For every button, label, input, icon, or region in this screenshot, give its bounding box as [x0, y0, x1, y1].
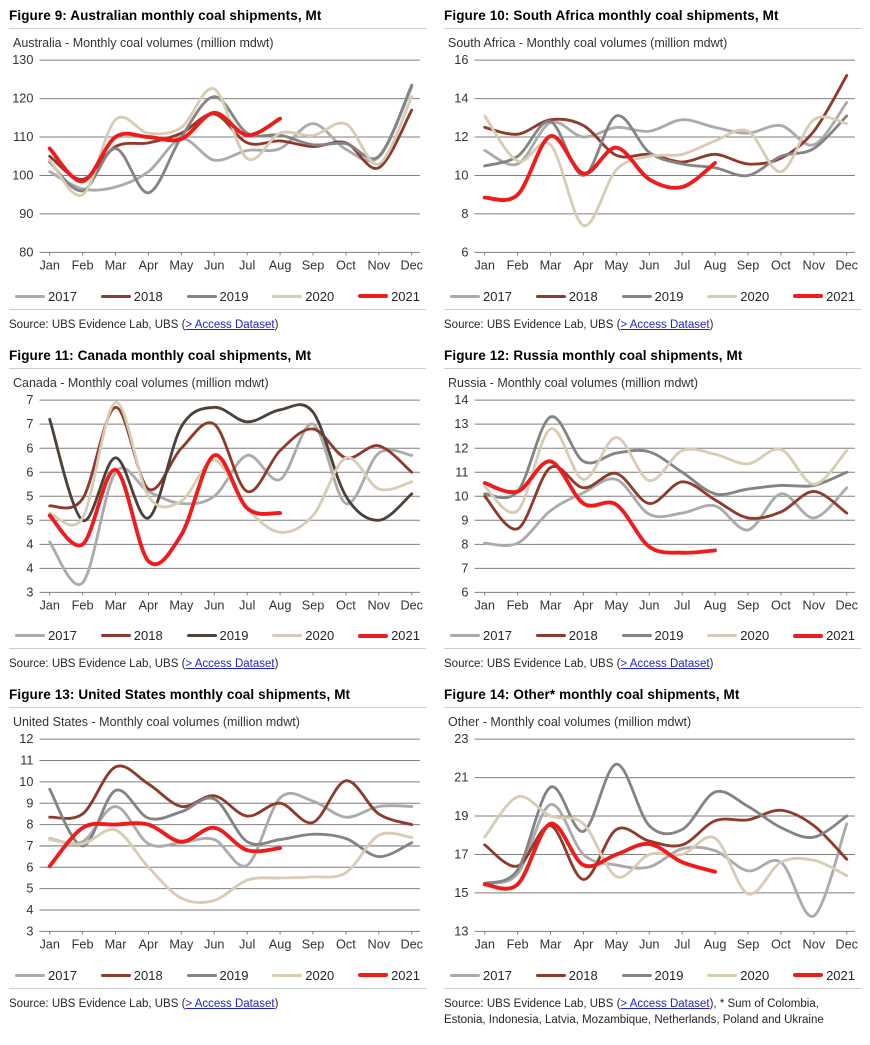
x-tick-label: May	[169, 936, 194, 952]
x-tick-label: Jan	[39, 597, 60, 613]
x-tick-label: Oct	[771, 936, 791, 952]
x-tick-label: Apr	[573, 597, 594, 613]
x-tick-label: Sep	[301, 597, 325, 613]
legend-item-2017	[450, 289, 512, 304]
legend-line-swatch-2019	[622, 634, 652, 637]
x-tick-label: Jan	[39, 257, 60, 273]
chart-legend	[444, 628, 861, 648]
chart-subtitle: Canada - Monthly coal volumes (million mdwt)	[13, 375, 269, 390]
chart-canvas	[444, 391, 861, 629]
legend-line-swatch-2020	[272, 974, 302, 977]
figure-title: Figure 11: Canada monthly coal shipments, Mt	[9, 347, 312, 363]
access-dataset-link[interactable]: > Access Dataset	[185, 318, 275, 331]
x-tick-label: Jun	[204, 257, 225, 273]
legend-line-swatch-2019	[187, 295, 217, 298]
y-tick-label: 17	[454, 846, 469, 862]
legend-label: 2021	[391, 628, 420, 644]
legend-item-2018	[101, 628, 163, 643]
figure-title: Figure 14: Other* monthly coal shipments, Mt	[444, 687, 740, 702]
x-tick-label: Mar	[539, 257, 562, 273]
legend-line-swatch-2020	[272, 295, 302, 298]
access-dataset-link[interactable]: > Access Dataset	[620, 997, 710, 1010]
title-divider	[9, 707, 426, 708]
x-tick-label: May	[604, 257, 629, 273]
y-tick-label: 7	[26, 838, 34, 854]
source-line	[9, 653, 426, 675]
chart-legend	[9, 289, 426, 309]
legend-item-2021	[358, 968, 420, 983]
x-tick-label: Feb	[71, 936, 94, 952]
y-tick-label: 8	[461, 205, 469, 221]
x-tick-label: Feb	[71, 597, 94, 613]
x-tick-label: Jul	[674, 597, 691, 613]
y-tick-label: 14	[454, 391, 469, 407]
chart-subtitle: Russia - Monthly coal volumes (million mdwt)	[448, 375, 699, 390]
y-tick-label: 8	[461, 535, 469, 551]
source-suffix: )	[709, 318, 714, 331]
chart-subtitle: United States - Monthly coal volumes (million mdwt)	[13, 715, 300, 729]
legend-item-2018	[536, 628, 598, 643]
source-suffix: )	[274, 997, 279, 1010]
figure-panel	[9, 6, 426, 336]
source-text: Source: UBS Evidence Lab, UBS (	[9, 997, 186, 1010]
source-divider	[444, 988, 861, 989]
legend-label: 2021	[826, 288, 855, 304]
title-divider	[9, 368, 426, 369]
x-tick-label: Mar	[104, 936, 127, 952]
x-tick-label: Nov	[367, 936, 391, 952]
y-tick-label: 120	[12, 90, 34, 106]
y-tick-label: 4	[26, 559, 34, 575]
x-tick-label: Sep	[301, 936, 325, 952]
legend-line-swatch-2017	[450, 974, 480, 977]
y-tick-label: 15	[454, 884, 469, 900]
y-tick-label: 11	[455, 463, 469, 479]
chart-subtitle: Other - Monthly coal volumes (million mdwt)	[448, 715, 692, 729]
source-text: Source: UBS Evidence Lab, UBS (	[444, 658, 621, 671]
y-tick-label: 7	[461, 559, 469, 575]
chart-legend	[9, 628, 426, 648]
legend-label: 2020	[305, 967, 335, 983]
x-tick-label: Mar	[104, 597, 127, 613]
legend-line-swatch-2017	[450, 634, 480, 637]
y-tick-label: 8	[26, 816, 34, 832]
legend-item-2019	[622, 628, 684, 643]
x-tick-label: Jan	[474, 597, 495, 613]
y-tick-label: 12	[454, 439, 469, 455]
source-text: Source: UBS Evidence Lab, UBS (	[9, 318, 186, 331]
legend-line-swatch-2021	[358, 973, 388, 977]
source-suffix: )	[709, 658, 714, 671]
x-tick-label: Jul	[674, 936, 691, 952]
y-tick-label: 5	[26, 511, 34, 527]
figure-panel	[9, 346, 426, 676]
legend-item-2017	[450, 628, 512, 643]
legend-item-2020	[272, 968, 334, 983]
legend-label: 2017	[483, 288, 512, 304]
legend-label: 2021	[391, 288, 420, 304]
legend-item-2018	[101, 968, 163, 983]
legend-item-2021	[358, 289, 420, 304]
x-tick-label: Feb	[506, 597, 529, 613]
x-tick-label: Jan	[39, 936, 60, 952]
x-tick-label: Jul	[239, 257, 256, 273]
series-line-2017	[485, 804, 847, 916]
y-tick-label: 6	[26, 439, 34, 455]
y-tick-label: 13	[454, 923, 469, 939]
source-line	[444, 314, 861, 336]
x-tick-label: Aug	[268, 597, 292, 613]
figure-grid	[9, 6, 861, 1030]
y-tick-label: 90	[19, 205, 34, 221]
legend-item-2021	[793, 289, 855, 304]
x-tick-label: Apr	[138, 936, 159, 952]
legend-label: 2019	[219, 967, 249, 983]
y-tick-label: 16	[454, 52, 469, 68]
x-tick-label: Aug	[703, 597, 727, 613]
x-tick-label: Feb	[506, 936, 529, 952]
access-dataset-link[interactable]: > Access Dataset	[185, 997, 275, 1010]
source-divider	[9, 648, 426, 649]
source-suffix: )	[274, 318, 279, 331]
y-tick-label: 19	[454, 808, 469, 824]
legend-label: 2018	[568, 967, 598, 983]
x-tick-label: Dec	[400, 936, 424, 952]
x-tick-label: Feb	[506, 257, 529, 273]
legend-item-2019	[622, 968, 684, 983]
x-tick-label: May	[169, 597, 194, 613]
x-tick-label: Apr	[573, 257, 594, 273]
figure-title: Figure 9: Australian monthly coal shipments, Mt	[9, 8, 322, 23]
figure-panel	[9, 685, 426, 1030]
legend-label: 2018	[568, 288, 598, 304]
x-tick-label: May	[604, 597, 629, 613]
chart-legend	[9, 968, 426, 988]
legend-line-swatch-2017	[450, 295, 480, 298]
legend-item-2020	[272, 289, 334, 304]
legend-item-2017	[15, 968, 77, 983]
legend-item-2021	[793, 628, 855, 643]
legend-line-swatch-2019	[187, 634, 217, 637]
access-dataset-link[interactable]: > Access Dataset	[620, 658, 710, 671]
x-tick-label: Jun	[639, 936, 660, 952]
x-tick-label: Oct	[771, 597, 791, 613]
source-line	[444, 653, 861, 675]
y-tick-label: 130	[12, 52, 34, 68]
legend-line-swatch-2021	[793, 973, 823, 977]
legend-label: 2017	[48, 288, 77, 304]
x-tick-label: May	[169, 257, 194, 273]
legend-item-2018	[536, 968, 598, 983]
legend-line-swatch-2021	[793, 634, 823, 638]
x-tick-label: Apr	[573, 936, 594, 952]
source-line	[444, 993, 861, 1030]
title-divider	[444, 707, 861, 708]
source-suffix: ), * Sum of Colombia, Estonia, Indonesia, Latvia, Mozambique, Netherlands, Poland and Ukraine	[444, 997, 824, 1026]
title-divider	[444, 28, 861, 29]
x-tick-label: Mar	[539, 597, 562, 613]
legend-line-swatch-2017	[15, 295, 45, 298]
legend-line-swatch-2019	[187, 974, 217, 977]
x-tick-label: Jun	[639, 597, 660, 613]
x-tick-label: Sep	[736, 257, 760, 273]
x-tick-label: Oct	[336, 597, 356, 613]
y-tick-label: 11	[20, 752, 34, 768]
legend-line-swatch-2018	[536, 974, 566, 977]
legend-line-swatch-2020	[707, 974, 737, 977]
legend-line-swatch-2019	[622, 974, 652, 977]
legend-item-2019	[187, 289, 249, 304]
figure-title: Figure 10: South Africa monthly coal shipments, Mt	[444, 8, 779, 23]
x-tick-label: Apr	[138, 597, 159, 613]
access-dataset-link[interactable]: > Access Dataset	[620, 318, 710, 331]
figure-panel	[444, 685, 861, 1030]
y-tick-label: 9	[461, 511, 469, 527]
legend-item-2021	[793, 968, 855, 983]
legend-item-2017	[15, 628, 77, 643]
chart-canvas	[444, 51, 861, 289]
chart-legend	[444, 968, 861, 988]
line-chart	[9, 391, 426, 629]
access-dataset-link[interactable]: > Access Dataset	[185, 658, 275, 671]
legend-item-2020	[707, 289, 769, 304]
y-tick-label: 7	[26, 391, 34, 407]
x-tick-label: Nov	[367, 257, 391, 273]
x-tick-label: Mar	[539, 936, 562, 952]
x-tick-label: Mar	[104, 257, 127, 273]
legend-label: 2018	[133, 967, 163, 983]
legend-item-2019	[622, 289, 684, 304]
legend-item-2017	[450, 968, 512, 983]
legend-item-2018	[536, 289, 598, 304]
x-tick-label: Dec	[400, 257, 424, 273]
x-tick-label: Nov	[367, 597, 391, 613]
source-text: Source: UBS Evidence Lab, UBS (	[9, 658, 186, 671]
legend-item-2019	[187, 968, 249, 983]
x-tick-label: Jul	[239, 936, 256, 952]
legend-line-swatch-2018	[536, 634, 566, 637]
source-divider	[444, 648, 861, 649]
y-tick-label: 100	[12, 167, 34, 183]
x-tick-label: Jun	[639, 257, 660, 273]
legend-line-swatch-2020	[707, 634, 737, 637]
chart-canvas	[9, 730, 426, 968]
legend-label: 2019	[219, 288, 249, 304]
legend-line-swatch-2020	[272, 634, 302, 637]
x-tick-label: Aug	[268, 257, 292, 273]
legend-line-swatch-2021	[358, 294, 388, 298]
y-tick-label: 23	[454, 731, 469, 747]
title-divider	[444, 368, 861, 369]
y-tick-label: 10	[454, 167, 469, 183]
y-tick-label: 3	[26, 583, 34, 599]
legend-label: 2018	[133, 288, 163, 304]
x-tick-label: Oct	[336, 257, 356, 273]
legend-label: 2020	[740, 288, 770, 304]
x-tick-label: Jan	[474, 257, 495, 273]
y-tick-label: 4	[26, 535, 34, 551]
chart-canvas	[9, 51, 426, 289]
x-tick-label: Jun	[204, 597, 225, 613]
chart-subtitle: Australia - Monthly coal volumes (million mdwt)	[13, 36, 274, 50]
legend-label: 2019	[219, 628, 249, 644]
y-tick-label: 6	[461, 583, 469, 599]
y-tick-label: 10	[19, 773, 34, 789]
x-tick-label: Jan	[474, 936, 495, 952]
x-tick-label: Sep	[736, 936, 760, 952]
source-text: Source: UBS Evidence Lab, UBS (	[444, 997, 621, 1010]
legend-line-swatch-2021	[358, 634, 388, 638]
x-tick-label: Oct	[771, 257, 791, 273]
legend-label: 2021	[826, 967, 855, 983]
figure-panel	[444, 346, 861, 676]
source-line	[9, 993, 426, 1015]
source-suffix: )	[274, 658, 279, 671]
series-line-2021	[50, 455, 280, 564]
source-line	[9, 314, 426, 336]
y-tick-label: 10	[454, 487, 469, 503]
chart-canvas	[444, 730, 861, 968]
legend-label: 2017	[483, 967, 512, 983]
legend-item-2020	[707, 628, 769, 643]
legend-line-swatch-2020	[707, 295, 737, 298]
source-divider	[9, 309, 426, 310]
y-tick-label: 9	[26, 795, 34, 811]
x-tick-label: Jul	[674, 257, 691, 273]
x-tick-label: Dec	[835, 936, 859, 952]
chart-canvas	[9, 391, 426, 629]
source-divider	[9, 988, 426, 989]
series-line-2020	[50, 88, 412, 195]
title-divider	[9, 28, 426, 29]
figure-title: Figure 13: United States monthly coal shipments, Mt	[9, 687, 351, 702]
line-chart	[9, 51, 426, 289]
line-chart	[444, 51, 861, 289]
legend-label: 2019	[654, 288, 684, 304]
legend-item-2020	[707, 968, 769, 983]
x-tick-label: Aug	[268, 936, 292, 952]
x-tick-label: Jul	[239, 597, 256, 613]
source-divider	[444, 309, 861, 310]
figure-panel	[444, 6, 861, 336]
line-chart	[9, 730, 426, 968]
legend-line-swatch-2018	[101, 295, 131, 298]
x-tick-label: Aug	[703, 257, 727, 273]
figure-title: Figure 12: Russia monthly coal shipments, Mt	[444, 347, 743, 363]
y-tick-label: 12	[454, 129, 469, 145]
x-tick-label: Oct	[336, 936, 356, 952]
legend-line-swatch-2017	[15, 974, 45, 977]
x-tick-label: Apr	[138, 257, 159, 273]
source-text: Source: UBS Evidence Lab, UBS (	[444, 318, 621, 331]
chart-legend	[444, 289, 861, 309]
legend-label: 2019	[654, 967, 684, 983]
y-tick-label: 3	[26, 923, 34, 939]
legend-label: 2021	[826, 628, 855, 644]
legend-label: 2019	[654, 628, 684, 644]
legend-label: 2017	[48, 628, 77, 644]
legend-line-swatch-2021	[793, 294, 823, 298]
line-chart	[444, 730, 861, 968]
legend-line-swatch-2019	[622, 295, 652, 298]
y-tick-label: 5	[26, 487, 34, 503]
x-tick-label: Sep	[301, 257, 325, 273]
line-chart	[444, 391, 861, 629]
legend-line-swatch-2018	[536, 295, 566, 298]
chart-subtitle: South Africa - Monthly coal volumes (million mdwt)	[448, 36, 728, 50]
legend-line-swatch-2018	[101, 974, 131, 977]
y-tick-label: 6	[461, 244, 469, 260]
y-tick-label: 80	[19, 244, 34, 260]
legend-item-2018	[101, 289, 163, 304]
legend-label: 2017	[483, 628, 512, 644]
x-tick-label: Dec	[835, 597, 859, 613]
x-tick-label: Nov	[802, 257, 826, 273]
y-tick-label: 21	[454, 769, 469, 785]
legend-line-swatch-2017	[15, 634, 45, 637]
y-tick-label: 12	[19, 731, 34, 747]
legend-label: 2021	[391, 967, 420, 983]
y-tick-label: 110	[13, 129, 34, 145]
legend-item-2021	[358, 628, 420, 643]
y-tick-label: 7	[26, 415, 34, 431]
legend-label: 2020	[305, 628, 335, 644]
x-tick-label: Dec	[835, 257, 859, 273]
y-tick-label: 6	[26, 463, 34, 479]
legend-label: 2018	[568, 628, 598, 644]
legend-item-2017	[15, 289, 77, 304]
legend-label: 2020	[740, 628, 770, 644]
legend-label: 2018	[133, 628, 163, 644]
legend-line-swatch-2018	[101, 634, 131, 637]
x-tick-label: Nov	[802, 936, 826, 952]
legend-label: 2017	[48, 967, 77, 983]
y-tick-label: 5	[26, 880, 34, 896]
y-tick-label: 4	[26, 902, 34, 918]
x-tick-label: Dec	[400, 597, 424, 613]
legend-label: 2020	[305, 288, 335, 304]
legend-label: 2020	[740, 967, 770, 983]
legend-item-2020	[272, 628, 334, 643]
y-tick-label: 6	[26, 859, 34, 875]
legend-item-2019	[187, 628, 249, 643]
x-tick-label: May	[604, 936, 629, 952]
x-tick-label: Aug	[703, 936, 727, 952]
x-tick-label: Sep	[736, 597, 760, 613]
x-tick-label: Jun	[204, 936, 225, 952]
y-tick-label: 14	[454, 90, 469, 106]
x-tick-label: Nov	[802, 597, 826, 613]
x-tick-label: Feb	[71, 257, 94, 273]
y-tick-label: 13	[454, 415, 469, 431]
